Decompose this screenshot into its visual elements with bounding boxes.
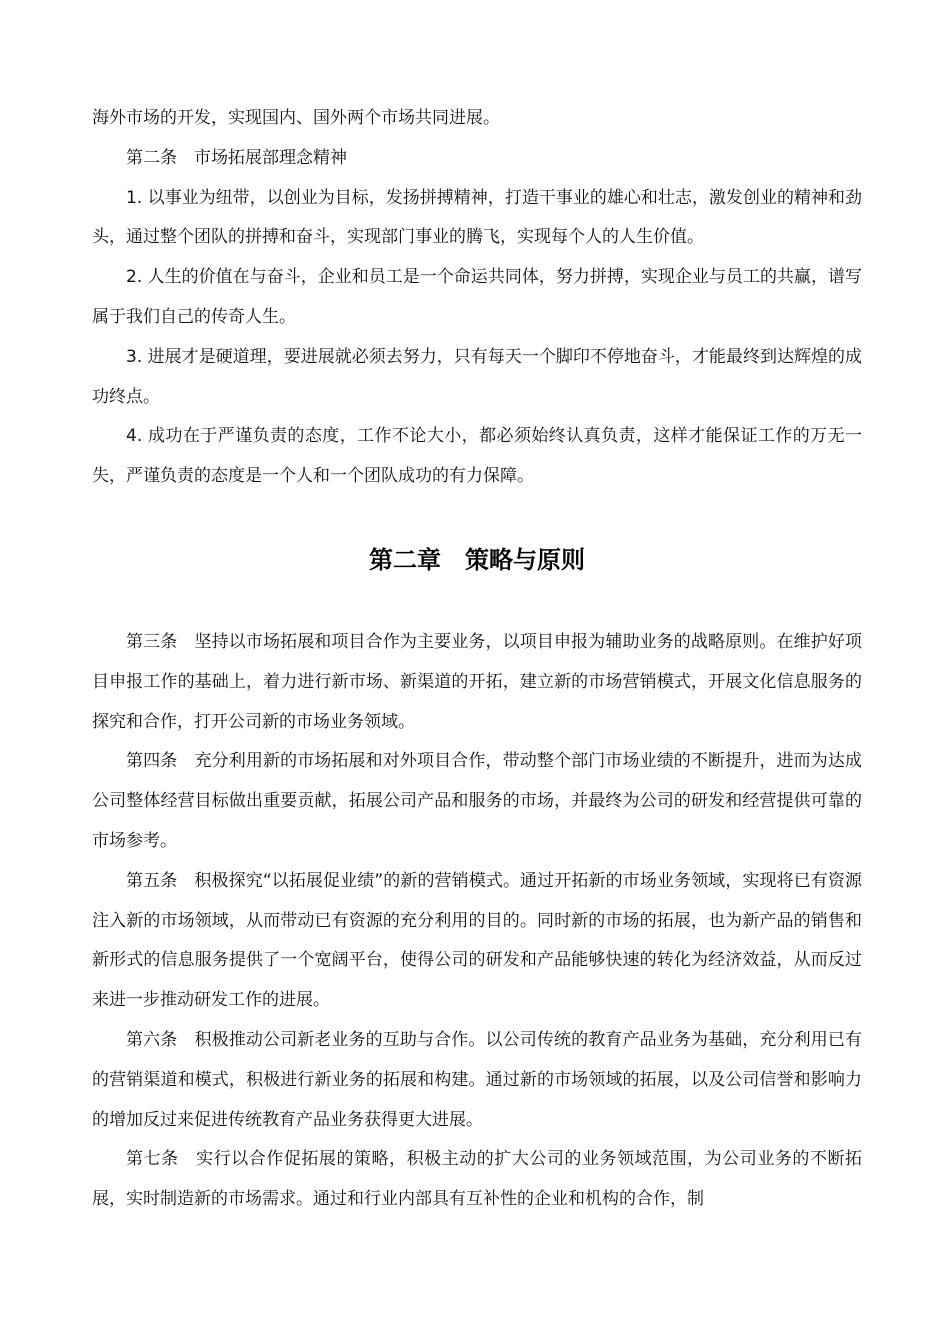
article-number: 第六条: [126, 1029, 178, 1050]
continuation-paragraph: 海外市场的开发，实现国内、国外两个市场共同进展。: [92, 108, 500, 128]
chapter-heading: [92, 497, 862, 623]
article-text: 坚持以市场拓展和项目合作为主要业务，以项目申报为辅助业务的战略原则。在维护好项目申报工作的基础上，着力进行新市场、新渠道的开拓，建立新的市场营销模式，开展文化信息服务的探究和合作，打开公司新的市场业务领域。: [92, 631, 863, 732]
list-item: 2. 人生的价值在与奋斗，企业和员工是一个命运共同体，努力拼搏，实现企业与员工的共赢，谱写属于我们自己的传奇人生。: [92, 267, 862, 327]
article-title: 市场拓展部理念精神: [194, 147, 347, 168]
article-text: 积极探究“以拓展促业绩”的新的营销模式。通过开拓新的市场业务领域，实现将已有资源注入新的市场领域，从而带动已有资源的充分利用的目的。同时新的市场的拓展，也为新产品的销售和新形式的信息服务提供了一个宽阔平台，使得公司的研发和产品能够快速的转化为经济效益，从而反过来进一步推动研发工作的进展。: [92, 870, 862, 1011]
article-paragraph: [92, 862, 862, 1021]
document-body: [92, 99, 862, 1220]
article-paragraph: [92, 742, 862, 861]
article-paragraph: [92, 1140, 862, 1220]
article-paragraph: [92, 623, 862, 742]
article-number: 第五条: [126, 870, 178, 891]
article-text: 积极推动公司新老业务的互助与合作。以公司传统的教育产品业务为基础，充分利用已有的营销渠道和模式，积极进行新业务的拓展和构建。通过新的市场领域的拓展，以及公司信誉和影响力的增加反过来促进传统教育产品业务获得更大进展。: [92, 1029, 863, 1130]
chapter-title: 策略与原则: [465, 545, 585, 574]
article-number: 第三条: [126, 631, 178, 652]
article-number: 第七条: [126, 1149, 179, 1170]
list-item: 4. 成功在于严谨负责的态度，工作不论大小，都必须始终认真负责，这样才能保证工作的万无一失，严谨负责的态度是一个人和一个团队成功的有力保障。: [92, 426, 862, 487]
article-number: 第二条: [126, 147, 177, 168]
chapter-number: 第二章: [369, 545, 441, 574]
article-text: 实行以合作促拓展的策略，积极主动的扩大公司的业务领域范围，为公司业务的不断拓展，实时制造新的市场需求。通过和行业内部具有互补性的企业和机构的合作，制: [92, 1149, 863, 1210]
article-paragraph: [92, 1021, 862, 1140]
article-text: 充分利用新的市场拓展和对外项目合作，带动整个部门市场业绩的不断提升，进而为达成公司整体经营目标做出重要贡献，拓展公司产品和服务的市场，并最终为公司的研发和经营提供可靠的市场参考。: [92, 751, 863, 851]
list-item: 1. 以事业为纽带，以创业为目标，发扬拼搏精神，打造干事业的雄心和壮志，激发创业的精神和劲头，通过整个团队的拼搏和奋斗，实现部门事业的腾飞，实现每个人的人生价值。: [92, 187, 862, 248]
list-item: 3. 进展才是硬道理，要进展就必须去努力，只有每天一个脚印不停地奋斗，才能最终到达辉煌的成功终点。: [92, 346, 862, 407]
article-number: 第四条: [126, 751, 178, 772]
article-heading: [92, 139, 862, 179]
